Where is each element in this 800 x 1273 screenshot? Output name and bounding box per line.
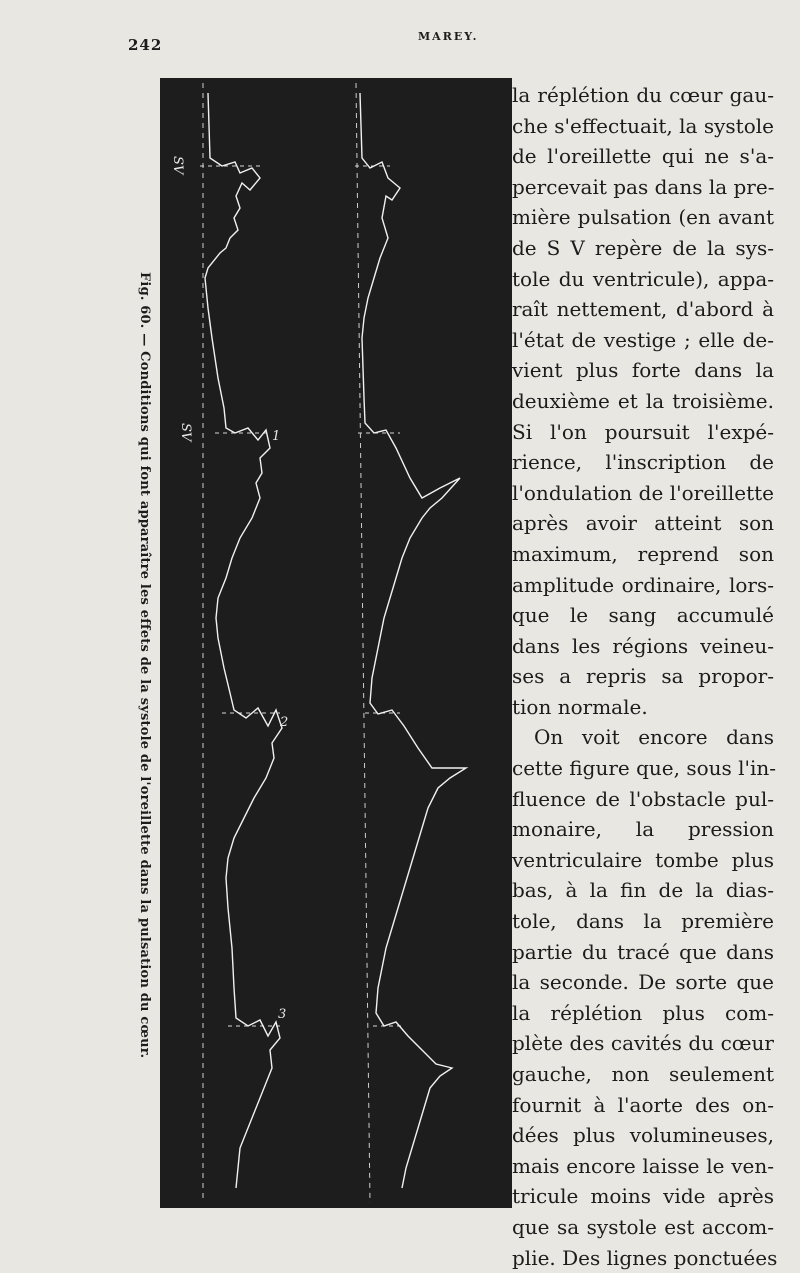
- running-header: MAREY.: [418, 30, 479, 43]
- label-pulse-1: 1: [272, 429, 281, 444]
- text-line: monaire, la pression: [512, 817, 774, 842]
- text-line: Si l'on poursuit l'expé-: [512, 419, 774, 444]
- text-line: que le sang accumulé: [512, 603, 774, 628]
- figure-60-plate: [160, 78, 512, 1208]
- text-line: mais encore laisse le ven-: [512, 1153, 774, 1178]
- text-line: tole du ventricule), appa-: [512, 266, 774, 291]
- text-line: rience, l'inscription de: [512, 450, 774, 475]
- text-line: maximum, reprend son: [512, 541, 774, 566]
- label-sv-1: SV: [170, 156, 185, 175]
- text-line: ses a repris sa propor-: [512, 664, 774, 689]
- text-line: de S V repère de la sys-: [512, 235, 774, 260]
- text-line: l'état de vestige ; elle de-: [512, 327, 774, 352]
- text-line: On voit encore dans: [534, 725, 774, 750]
- page-number: 242: [128, 36, 163, 54]
- text-line: tole, dans la première: [512, 909, 774, 934]
- text-line: plie. Des lignes ponctuées: [512, 1245, 778, 1270]
- text-line: après avoir atteint son: [512, 511, 774, 536]
- figure-caption-block: [126, 272, 156, 1059]
- text-line: raît nettement, d'abord à: [512, 297, 774, 322]
- text-line: deuxième et la troisième.: [512, 388, 774, 413]
- text-line: dans les régions veineu-: [512, 633, 774, 658]
- text-line: de l'oreillette qui ne s'a-: [512, 144, 774, 169]
- text-line: fournit à l'aorte des on-: [512, 1092, 774, 1117]
- text-line: amplitude ordinaire, lors-: [512, 572, 774, 597]
- text-line: vient plus forte dans la: [512, 358, 774, 383]
- text-line: tion normale.: [512, 694, 648, 719]
- tracing-right: [360, 93, 466, 1188]
- text-line: percevait pas dans la pre-: [512, 174, 775, 199]
- text-line: che s'effectuait, la systole: [512, 113, 774, 138]
- text-line: partie du tracé que dans: [512, 939, 774, 964]
- text-line: la seconde. De sorte que: [512, 970, 774, 995]
- text-line: bas, à la fin de la dias-: [512, 878, 774, 903]
- text-line: la réplétion du cœur gau-: [512, 83, 774, 107]
- label-sv-2: SV: [178, 423, 193, 442]
- systole-markers: [200, 166, 405, 1026]
- text-line: gauche, non seulement: [512, 1062, 774, 1086]
- label-pulse-2: 2: [280, 715, 289, 730]
- text-line: tricule moins vide après: [512, 1184, 774, 1209]
- text-line: que sa systole est accom-: [512, 1214, 774, 1239]
- tracing-left: [205, 93, 282, 1188]
- text-line: cette figure que, sous l'in-: [512, 756, 777, 781]
- text-line: la réplétion plus com-: [512, 1000, 774, 1025]
- text-line: l'ondulation de l'oreillette: [512, 480, 774, 505]
- text-line: ventriculaire tombe plus: [512, 847, 774, 872]
- text-line: mière pulsation (en avant: [512, 205, 774, 230]
- text-line: fluence de l'obstacle pul-: [512, 786, 774, 811]
- reference-line-right: [356, 83, 370, 1203]
- body-text-column: [512, 80, 778, 1273]
- figure-caption: Fig. 60. — Conditions qui font apparaître les effets de la systole de l'oreillette dans la pulsation du cœur.: [137, 272, 152, 1059]
- label-pulse-3: 3: [278, 1007, 287, 1022]
- text-line: plète des cavités du cœur: [512, 1031, 774, 1056]
- text-line: dées plus volumineuses,: [512, 1123, 774, 1148]
- cardiac-tracing: [160, 78, 512, 1208]
